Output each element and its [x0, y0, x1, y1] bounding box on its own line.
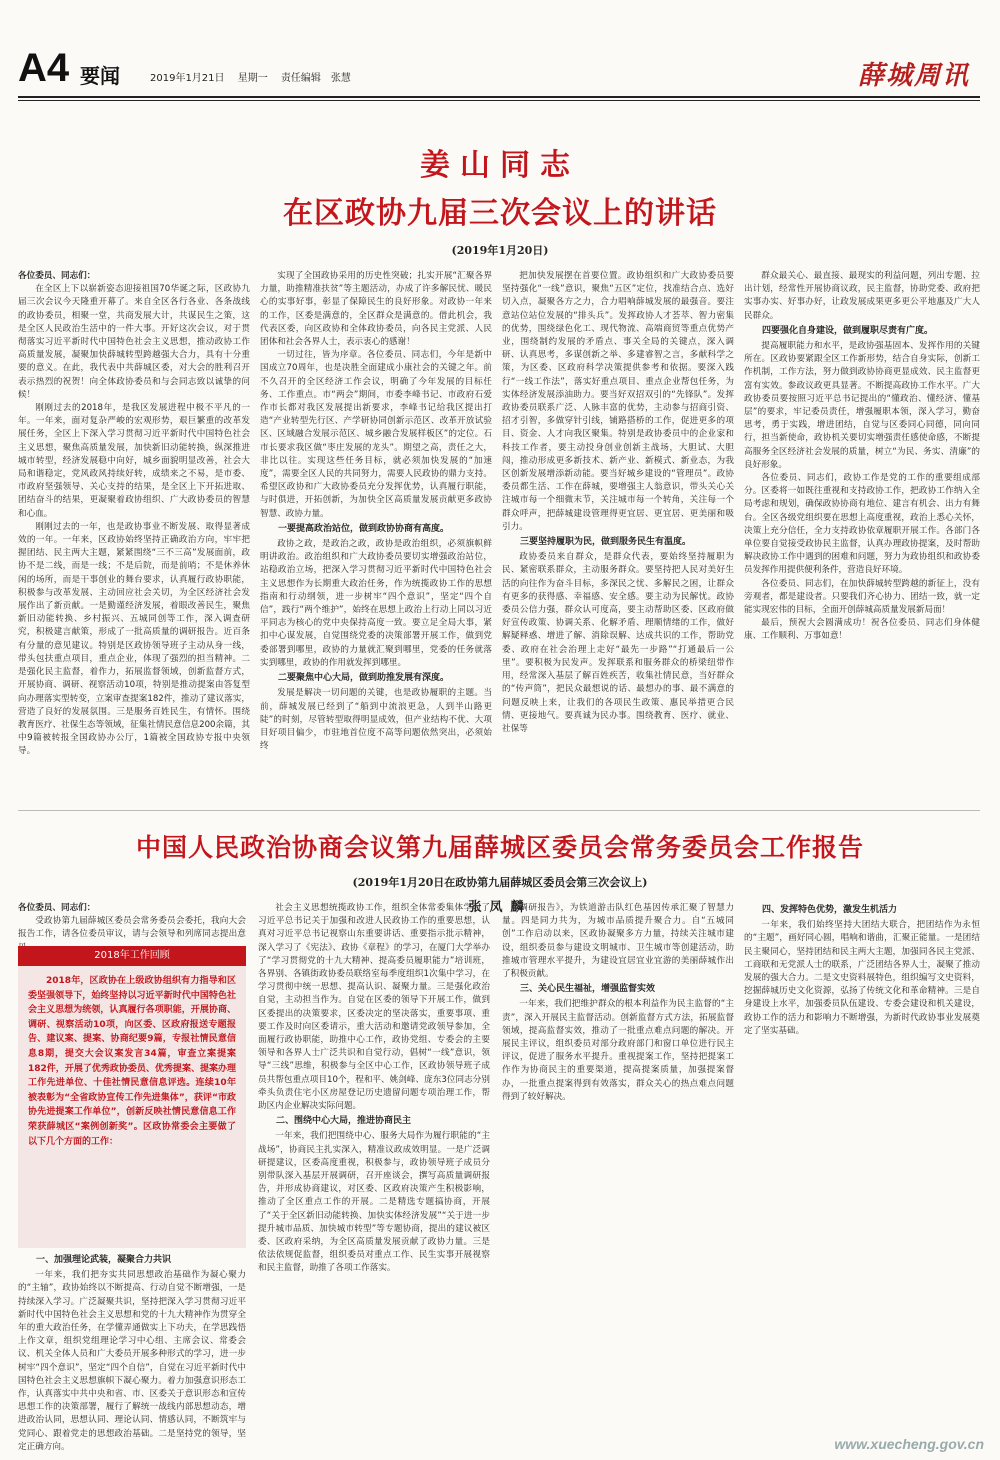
paragraph: 发展是解决一切问题的关键，也是政协履职的主题。当前，薛城发展已经到了“船到中流浪更急，人到半山路更陡”的时刻，尽管转型取得明显成效，但产业结构不优、大项目好项目偏少，市驻地首位度不高等问题依然突出，必须始终	[260, 688, 492, 752]
editor-credit: 责任编辑 张慧	[280, 73, 351, 84]
review-summary	[18, 966, 246, 1157]
article1-column-2	[260, 270, 492, 800]
paragraph: 一年来，我们把维护群众的根本利益作为民主监督的“主责”，深入开展民主监督活动。创新监督方式方法，拓展监督领域，提高监督实效，推动了一批重点难点问题的解决。开展民主评议，组织委员对部分政府部门和窗口单位进行民主评议，促进了服务水平提升。重视提案工作，坚持把提案工作作为协商民主的重要渠道，提高提案质量，加强提案督办，一批重点提案得到有效落实，群众关心的热点难点问题得到了较好解决。	[502, 999, 734, 1102]
article1-column-4	[744, 270, 980, 800]
masthead-rule	[18, 96, 980, 98]
paragraph: 一年来，我们把夯实共同思想政治基础作为凝心聚力的“主轴”，政协始终以不断提高、行动自觉不断增强，一是持续深入学习。广泛凝聚共识，坚持把深入学习贯彻习近平新时代中国特色社会主义思想和党的十九大精神作为贯穿全年的重大政治任务，在学懂弄通做实上下功夫，在学思践悟上作文章，组织党组理论学习中心组、主席会议、常委会议、机关全体人员和广大委员开展多种形式的学习，进一步树牢“四个意识”，坚定“四个自信”，自觉在习近平新时代中国特色社会主义思想旗帜下凝心聚力。着力加强意识形态工作，认真落实中共中央和省、市、区委关于意识形态和宣传思想工作的决策部署，履行了解统一战线内部思想动态，增进政治认同，思想认同、理论认同、情感认同，不断筑牢与党同心、跟着党走的思想政治基础。二是坚持党的领导，坚定正确方向。	[18, 1270, 246, 1452]
article2-column-4	[744, 902, 980, 1422]
article1-greeting: 各位委员、同志们：	[18, 271, 96, 281]
paragraph: 一年来，我们把围绕中心、服务大局作为履行职能的“主战场”，协商民主扎实深入，精准议政成效明显。一是广泛调研提建议，区委高度重视，积极参与，政协领导班子成员分别带队深入基层开展调研，召开座谈会，撰写高质量调研报告，并形成协商建议，对区委、区政府决策产生积极影响，推动了全区重点工作的开展。二是精选专题搞协商，开展了“关于全区新旧动能转换、加快实体经济发展”“关于进一步提升城市品质、加快城市转型”等专题协商，提出的建议被区委、区政府采纳，为全区高质量发展贡献了政协力量。三是依法依规促监督，组织委员对重点工作、民生实事开展视察和民主监督，助推了各项工作落实。	[258, 1131, 490, 1274]
section-name: 要闻	[80, 64, 120, 88]
article2-column-2	[258, 902, 490, 1442]
issue-date: 2019年1月21日	[150, 73, 225, 84]
subheading: 二要聚焦中心大局，做到助推发展有深度。	[278, 673, 450, 684]
paragraph: 最后，预祝大会圆满成功！祝各位委员、同志们身体健康、工作顺利、万事如意！	[744, 618, 980, 642]
masthead	[0, 0, 1000, 100]
article1-column-1	[18, 270, 250, 800]
paragraph: 刚刚过去的一年，也是政协事业不断发展、取得显著成效的一年。一年来，区政协始终坚持正确政治方向，牢牢把握团结、民主两大主题，紧紧围绕“三不三高”发展面前，政协不是二线，而是一线；不是后院，而是前哨；不是休养休闲的场所，而是干事创业的舞台要求，认真履行政协职能，积极参与改革发展、主动回应社会关切，为全区经济社会发展作出了新贡献。一是勤谨经济发展，着眼改善民生，聚焦新旧动能转换、乡村振兴、五城同创等工作，深入调查研究，积极建言献策，形成了一批高质量的调研报告。近百条有分量的意见建议。特别是区政协领导班子主动从身一线，带头包扶重点项目，重点企业，体现了强烈的担当精神。二是强化民主监督，着作力，拓展监督领域，创新监督方式，开展协商、调研、视察活动10项，特别是推动提案由答复型向办理落实型转变，立案审查提案182件，推动了建议落实，营造了良好的发展氛围。三是服务百姓民生，有情怀。围绕教育医疗、社保生态等领域，征集社情民意信息200余篇，其中9篇被转报全国政协办公厅，1篇被全国政协专报中央领导。	[18, 521, 250, 757]
paragraph: 社会主义思想统揽政协工作，组织全体常委集体学习了习近平总书记关于加强和改进人民政协工作的重要思想，认真对习近平总书记视察山东重要讲话、重要指示批示精神，深入学习了《宪法》、政协《章程》的学习，在厦门大学举办了“学习贯彻党的十九大精神、提高委员履职能力”培训班，各界别、各镇街政协委员联络室每季度组织1次集中学习，在学习贯彻中统一思想、提高认识、凝聚力量。三是强化政治自觉，主动担当作为。自觉在区委的领导下开展工作，做到区委提出的决策要求，区委决定的坚决落实，重要事项、重要工作及时向区委请示，重大活动和邀请党政领导参加，全面履行政协职能，助推中心工作，政协党组、专委会的主要领导和各界人士广泛共识和自觉行动，倡树“一线”意识，领导“三线”思维，积极参与全区中心工作，区政协领导班子成员共帮包重点项目10个，程和平、姚剑峰、庞东3位同志分别牵头负责住宅小区房屋登记历史遗留问题专项治理工作，帮助区内企业解决实际问题。	[258, 903, 490, 1112]
paragraph: 群众最关心、最直接、最现实的利益问题，列出专题、拉出计划，经常性开展协商议政，民主监督，协助党委、政府把实事办实、好事办好，让政发展成果更多更公平地惠及广大人民群众。	[744, 271, 980, 321]
page-number: A4	[18, 46, 70, 90]
article-divider	[18, 810, 980, 811]
article2-intro	[18, 902, 246, 946]
review-box	[18, 946, 246, 1248]
article1-title-name: 姜山同志	[420, 148, 580, 183]
subheading: 四要强化自身建设，做到履职尽责有广度。	[762, 325, 934, 336]
article1-date: (2019年1月20日)	[451, 244, 549, 257]
paragraph: 提高履职能力和水平，是政协强基固本、发挥作用的关键所在。区政协要紧跟全区工作新形势，结合自身实际，创新工作机制，工作方法，努力做到政协协商更显成效、民主监督更富有实效。参政议政更具显著。不断提高政协工作水平。广大政协委员要按照习近平总书记提出的“懂政治、懂经济、懂基层”的要求，牢记委员责任，增强履职本领，深入学习，勤奋思考，勇于实践，增进团结，自觉与区委同心同德，同向同行，担当新使命，政协机关要切实增强责任感使命感，不断提高服务全区经济社会发展的质量，树立“为民、务实、清廉”的良好形象。	[744, 341, 980, 470]
paragraph: 政协之政，是政治之政，政协是政治组织，必须旗帜鲜明讲政治。政治组织和广大政协委员要切实增强政治站位，站稳政治立场，把深入学习贯彻习近平新时代中国特色社会主义思想作为长期重大政治任务，作为统揽政协工作的思想指南和行动纲领，进一步树牢“四个意识”，坚定“四个自信”，践行“两个维护”，始终在思想上政治上行动上同以习近平同志为核心的党中央保持高度一致。要立足全局大事，紧扣中心谋发展，自觉围绕党委的决策部署开展工作，做到党委部署到哪里，政协的力量就汇聚到哪里，党委的任务就落实到哪里，政协的作用就发挥到哪里。	[260, 539, 492, 668]
masthead-meta	[150, 69, 361, 84]
article2-greeting: 各位委员、同志们：	[18, 903, 96, 913]
site-watermark: www.xuecheng.gov.cn	[834, 1436, 984, 1452]
paragraph: 各位委员、同志们，政协工作是党的工作的重要组成部分。区委将一如既往重视和支持政协工作，把政协工作纳入全局考虑和规划，确保政协协商有地位、建言有机会、出力有舞台。全区各级党组织要在思想上高度重视，政治上悉心关怀，决策上充分信任，全力支持政协依章履职开展工作。各部门各单位要自觉接受政协民主监督，认真办理政协提案，及时帮助解决政协工作中遇到的困难和问题，努力为政协组织和政协委员发挥作用提供便利条件，营造良好环境。	[744, 473, 980, 576]
masthead-rule-thin	[18, 100, 980, 101]
paragraph: 一切过往，皆为序章。各位委员、同志们，今年是新中国成立70周年，也是决胜全面建成小康社会的关键之年。前不久召开的全区经济工作会议，明确了今年发展的目标任务、工作重点。市“两会”期间，市委李峰书记、市政府石爱作市长都对我区发展提出新要求，李峰书记给我区提出打造“产业转型先行区、产学研协同创新示范区、改革开放试验区、区域融合发展示范区、城乡融合发展样板区”的定位。石市长要求我区做“枣庄发展的龙头”。期望之高，责任之大，非比以往。实现这些任务目标，就必须加快发展的“加速度”，需要全区人民的共同努力，需要人民政协的鼎力支持。希望区政协和广大政协委员充分发挥优势，认真履行职能，与时俱进，开拓创新，为加快全区高质量发展贡献更多政协智慧、政协力量。	[260, 350, 492, 519]
paragraph: 在全区上下以崭新姿态迎接祖国70华诞之际，区政协九届三次会议今天隆重开幕了。来自全区各行各业、各条战线的政协委员，相聚一堂，共商发展大计，共谋民生之策，这是全区人民政治生活中的一件大事。开好这次会议，对于贯彻落实习近平新时代中国特色社会主义思想，推动政协工作高质量发展，凝聚加快薛城转型跨越强大合力，具有十分重要的意义。在此，我代表中共薛城区委，对大会的胜利召开表示热烈的祝贺！向全体政协委员和与会同志致以诚挚的问候！	[18, 284, 250, 400]
subheading: 四、发挥特色优势，激发生机活力	[762, 905, 898, 915]
paragraph: 刚刚过去的2018年，是我区发展进程中极不平凡的一年。一年来，面对复杂严峻的宏观形势，艰巨繁重的改革发展任务，全区上下深入学习贯彻习近平新时代中国特色社会主义思想，聚焦高质量发展，加快新旧动能转换，纵深推进城市转型，经济发展稳中向好，城乡面貌明显改善，社会大局和谐稳定，党风政风持续好转，成绩来之不易，是市委、市政府坚强领导、关心支持的结果，是全区上下开拓进取、团结奋斗的结果，更凝聚着政协组织、广大政协委员的智慧和心血。	[18, 403, 250, 519]
article2-column-1	[18, 1252, 246, 1452]
article2-author: 张凤麟	[468, 900, 532, 915]
subheading: 一要提高政治站位，做到政协协商有高度。	[278, 523, 450, 534]
newspaper-logo: 薛城周讯	[857, 61, 970, 91]
article2-date: (2019年1月20日在政协第九届薛城区委员会第三次会议上)	[352, 876, 648, 889]
article2-column-3	[502, 902, 734, 1442]
subheading: 三、关心民生福祉，增强监督实效	[520, 984, 656, 995]
article2-title: 中国人民政治协商会议第九届薛城区委员会常务委员会工作报告	[135, 833, 864, 862]
paragraph: 把加快发展摆在首要位置。政协组织和广大政协委员要坚持强化“一线”意识，聚焦“五区”定位，找准结合点、选好切入点，凝聚各方之力，合力唱响薛城发展的最强音。要注意站位站位发展的“排头兵”。发挥政协人才荟萃、智力密集的优势，围绕绿色化工、现代物流、高端商贸等重点优势产业，围绕制约发展的矛盾点、事关全局的关键点，深入调研、认真思考，多谋创新之举、多建睿智之言，多献科学之策，为区委、区政府科学决策提供参考和依据。要深入践行“一线工作法”，落实好重点项目、重点企业帮包任务，为实体经济发展添油助力。要当好双招双引的“先锋队”。发挥政协委员联系广泛、人脉丰富的优势，主动参与招商引资、招才引智，多做穿针引线，铺路搭桥的工作，促进更多的项目、资金、人才向我区聚集。特别是政协委员中的企业家和科技工作者，要主动投身创业创新主战场，大胆试、大胆闯，推动形成更多新技术、新产业、新模式、新业态，为我区创新发展增添新动能。要当好城乡建设的“管理员”。政协委员都生活、工作在薛城，要增强主人翁意识，带头关心关注城市每一个细微末节，关注城市每一个转角，关注每一个群众呼声，把薛城建设管理得更宜居、更宜居、更美丽和吸引力。	[502, 271, 734, 532]
paragraph: 实现了全国政协采用的历史性突破；扎实开展“汇聚各界力量，助推精准扶贫”等主题活动，办成了许多解民忧、暖民心的实事好事，彰显了保障民生的良好形象。对政协一年来的工作，区委是满意的，全区群众是满意的。借此机会，我代表区委，向区政协和全体政协委员，向各民主党派、人民团体和社会各界人士，表示衷心的感谢！	[260, 271, 492, 348]
paragraph: 一年来，我们始终坚持大团结大联合，把团结作为永恒的“主题”，画好同心圆，唱响和谐曲，汇聚正能量。一是团结民主聚同心，坚持团结和民主两大主题，加强同各民主党派、工商联和无党派人士的联系，广泛团结各界人士，凝聚了推动发展的强大合力。二是文史资料展特色，组织编写文史资料，挖掘薛城历史文化资源，弘扬了传统文化和革命精神。三是自身建设上水平，加强委员队伍建设、专委会建设和机关建设，政协工作的活力和影响力不断增强，为新时代政协事业发展奠定了坚实基础。	[744, 920, 980, 1036]
subheading: 二、围绕中心大局，推进协商民主	[276, 1116, 412, 1127]
article1-title: 在区政协九届三次会议上的讲话	[283, 196, 717, 231]
subheading: 三要坚持履职为民，做到服务民生有温度。	[520, 537, 692, 548]
paragraph: 政协委员来自群众，是群众代表，要始终坚持履职为民、紧密联系群众，主动服务群众。要坚持把人民对美好生活的向往作为奋斗目标，多深民之忧、多解民之困，让群众有更多的获得感、幸福感、安全感。要主动为民解忧。政协委员公信力强，群众认可度高，要主动帮助区委、区政府做好宣传政策、协调关系、化解矛盾、理顺情绪的工作，做好解疑释惑、增进了解、消除误解、达成共识的工作，帮助党委、政府在社会治理上走好“最先一步路”“打通最后一公里”。要积极为民发声。发挥联系和服务群众的桥梁纽带作用，经常深入基层了解百姓疾苦，收集社情民意，当好群众的“传声筒”，把民众最想说的话、最想办的事、最不满意的问题反映上来，让我们的各项民生政策、惠民举措更合民情、更接地气。要真诚为民办事。围绕教育、医疗、就业、社保等	[502, 552, 734, 734]
review-heading: 2018年工作回顾	[18, 946, 246, 966]
subheading: 一、加强理论武装，凝聚合力共识	[36, 1255, 172, 1265]
paragraph: 2018年，区政协在上级政协组织有力指导和区委坚强领导下，始终坚持以习近平新时代中国特色社会主义思想为统领，认真履行各项职能，开展协商、调研、视察活动10项，向区委、区政府报送专题报告、建议案、提案、协商纪要9篇，专报社情民意信息8期，提交大会议案发言34篇，审查立案提案182件，开展了优秀政协委员、优秀提案、提案办理工作先进单位、十佳社情民意信息评选。连续10年被表彰为“全省政协宣传工作先进集体”，获评“市政协先进提案工作单位”，创新反映社情民意信息工作荣获薛城区“案例创新奖”。区政协常委会主要做了以下几个方面的工作：	[28, 976, 236, 1147]
paragraph: 调研报告》，为铁道游击队红色基因传承汇聚了智慧力量。四是同力共为，为城市品质提升聚合力。自“五城同创”工作启动以来，区政协凝聚多方力量，持续关注城市建设，组织委员参与建设文明城市、卫生城市等创建活动，助推城市管理水平提升，为建设宜居宜业宜游的美丽薛城作出了积极贡献。	[502, 903, 734, 980]
issue-weekday: 星期一	[237, 73, 268, 84]
paragraph: 各位委员、同志们，在加快薛城转型跨越的新征上，没有旁观者，都是建设者。只要我们齐心协力、团结一致，就一定能实现宏伟的目标，全面开创薛城高质量发展新局面！	[744, 578, 980, 616]
article1-column-3	[502, 270, 734, 800]
paragraph: 受政协第九届薛城区委员会常务委员会委托，我向大会报告工作，请各位委员审议，请与会领导和列席同志提出意	[18, 916, 246, 940]
